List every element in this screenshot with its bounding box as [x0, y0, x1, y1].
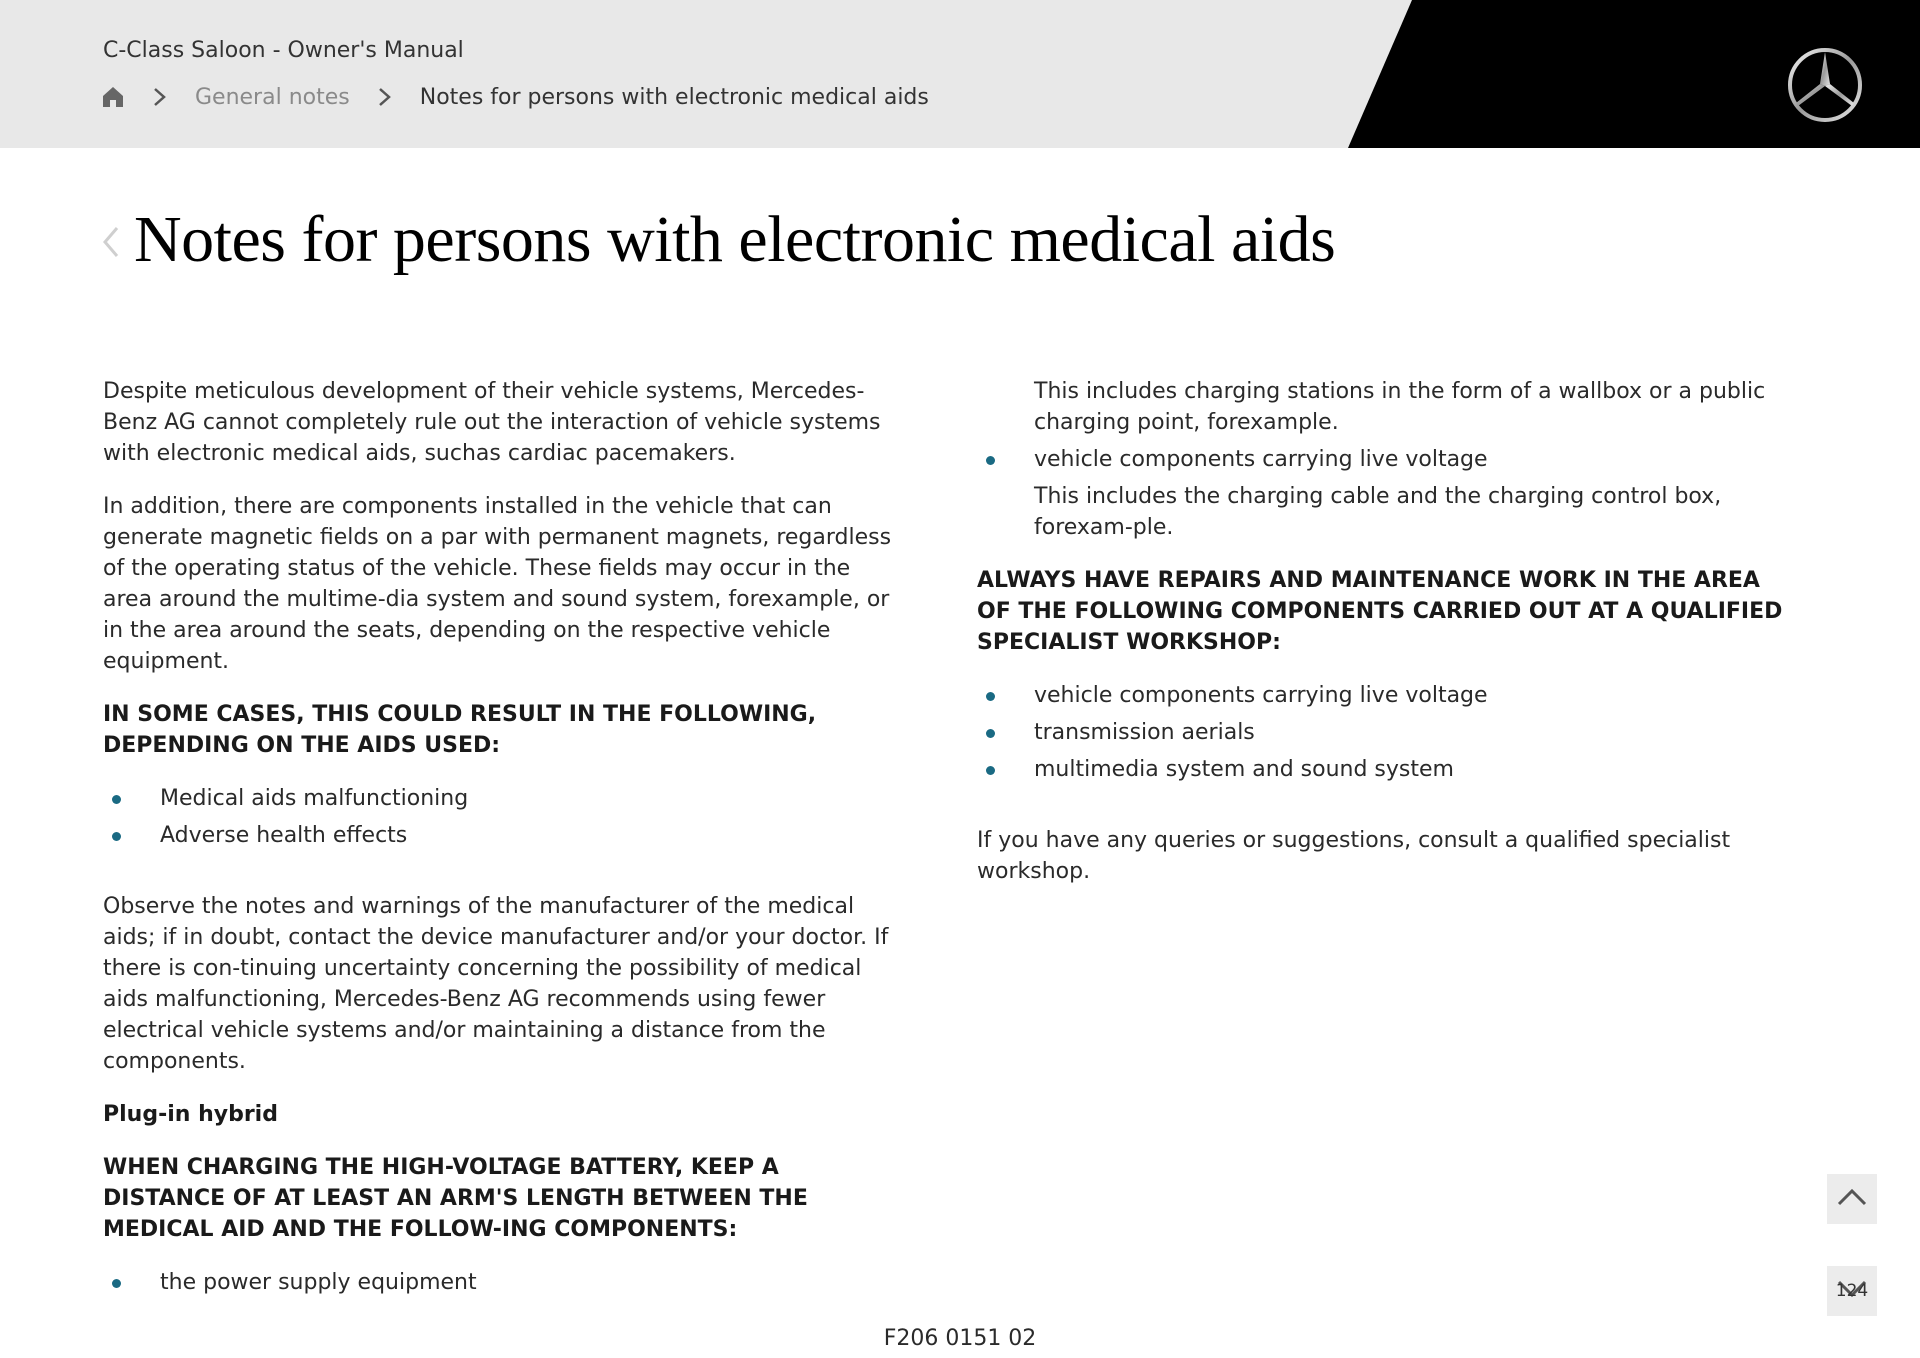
scroll-down-button[interactable]: [1827, 1266, 1877, 1316]
back-chevron-icon[interactable]: [100, 222, 122, 262]
list-item: Adverse health effects: [103, 820, 903, 851]
mercedes-star-logo: [1786, 46, 1864, 124]
observe-notes-paragraph: Observe the notes and warnings of the manufacturer of the medical aids; if in doubt, contact the device manufacturer and/or your doctor. If there is con-tinuing uncertainty concerning the possibility of medical aids malfunctioning, Mercedes-Benz AG recommends using fewer electrical vehicle systems and/or maintaining a distance from the components.: [103, 894, 889, 1074]
plugin-hybrid-subheading: Plug-in hybrid: [103, 1102, 278, 1127]
bullet-dot: [986, 692, 995, 701]
bullet-dot: [986, 729, 995, 738]
list-item: vehicle components carrying live voltage: [977, 444, 1797, 475]
consequences-heading: IN SOME CASES, THIS COULD RESULT IN THE FOLLOWING, DEPENDING ON THE AIDS USED:: [103, 702, 817, 758]
bullet-dot: [986, 456, 995, 465]
page-title: Notes for persons with electronic medical aids: [134, 203, 1336, 276]
chevron-up-icon: [1836, 1187, 1868, 1211]
bullet-dot: [112, 795, 121, 804]
repairs-heading: ALWAYS HAVE REPAIRS AND MAINTENANCE WORK IN THE AREA OF THE FOLLOWING COMPONENTS CARRIED OUT AT A QUALIFIED SPECIALIST WORKSHOP:: [977, 568, 1783, 655]
charging-distance-heading: WHEN CHARGING THE HIGH-VOLTAGE BATTERY, KEEP A DISTANCE OF AT LEAST AN ARM'S LENGTH BETWEEN THE MEDICAL AID AND THE FOLLOW-ING COMPONENTS:: [103, 1155, 808, 1242]
left-column: [103, 376, 903, 1298]
right-column: [977, 376, 1797, 887]
intro-paragraph: Despite meticulous development of their vehicle systems, Mercedes-Benz AG cannot completely rule out the interaction of vehicle systems with electronic medical aids, suchas cardiac pacemakers.: [103, 379, 881, 466]
list-item: the power supply equipment: [103, 1267, 903, 1298]
document-code: F206 0151 02: [883, 1326, 1037, 1351]
list-item: transmission aerials: [977, 717, 1797, 748]
breadcrumb-current: Notes for persons with electronic medical aids: [419, 84, 929, 110]
repairs-list: [977, 680, 1797, 785]
charging-cable-note: This includes the charging cable and the charging control box, forexam-ple.: [1034, 484, 1722, 540]
charging-components-list: [103, 1267, 903, 1298]
charging-stations-note: This includes charging stations in the form of a wallbox or a public charging point, forexample.: [1034, 379, 1766, 435]
list-item: Medical aids malfunctioning: [103, 783, 903, 814]
breadcrumb: [101, 80, 929, 114]
manual-title: C-Class Saloon - Owner's Manual: [103, 38, 464, 63]
scroll-up-button[interactable]: [1827, 1174, 1877, 1224]
chevron-right-icon: [151, 85, 169, 109]
list-item: multimedia system and sound system: [977, 754, 1797, 785]
consequences-list: [103, 783, 903, 851]
bullet-dot: [112, 832, 121, 841]
page-number: 124: [1835, 1281, 1869, 1301]
magnetic-fields-paragraph: In addition, there are components installed in the vehicle that can generate magnetic fields on a par with permanent magnets, regardless of the operating status of the vehicle. These fields may occur in the area around the multime-dia system and sound system, forexample, or in the area around the seats, depending on the respective vehicle equipment.: [103, 494, 892, 674]
list-item: vehicle components carrying live voltage: [977, 680, 1797, 711]
home-icon[interactable]: [101, 85, 125, 109]
chevron-right-icon: [376, 85, 394, 109]
queries-paragraph: If you have any queries or suggestions, consult a qualified specialist workshop.: [977, 828, 1731, 884]
bullet-dot: [112, 1279, 121, 1288]
breadcrumb-general-notes[interactable]: General notes: [195, 84, 350, 110]
bullet-dot: [986, 766, 995, 775]
